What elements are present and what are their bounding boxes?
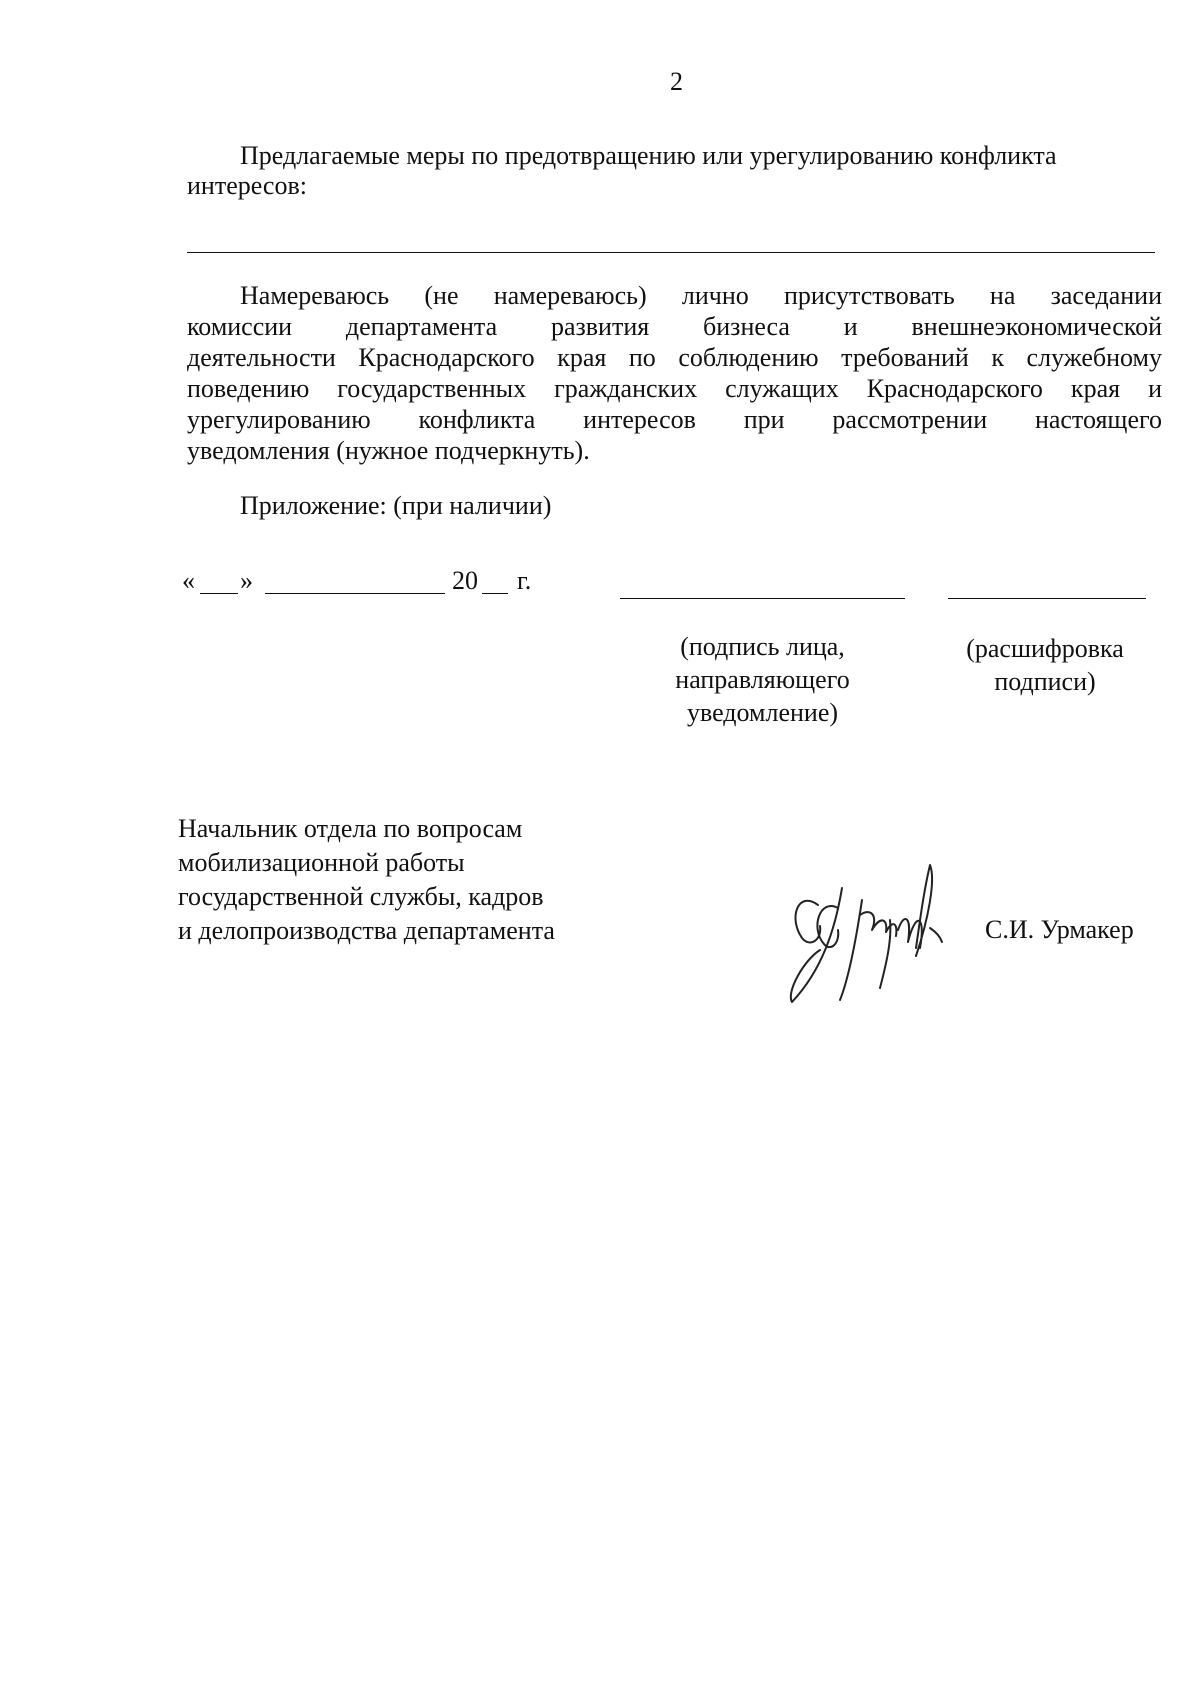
intent-line: урегулированию конфликта интересов при рассмотрении настоящего	[187, 405, 1162, 434]
date-open-quote: «	[182, 566, 195, 595]
signature-caption: (подпись лица, направляющего уведомление)	[675, 632, 850, 727]
intent-line: поведению государственных гражданских служащих Краснодарского края и	[187, 374, 1162, 403]
official-name: С.И. Урмакер	[985, 915, 1134, 944]
intent-line: комиссии департамента развития бизнеса и внешнеэкономической	[187, 312, 1162, 341]
handwritten-signature	[780, 860, 950, 1010]
intent-line: уведомления (нужное подчеркнуть).	[187, 436, 590, 465]
signature-line	[620, 598, 905, 599]
decoding-line	[948, 598, 1146, 599]
year-blank	[482, 593, 508, 594]
year-prefix: 20	[452, 566, 478, 595]
measures-line-1: Предлагаемые меры по предотвращению или урегулированию конфликта	[240, 141, 1057, 170]
measures-fill-line	[187, 252, 1155, 253]
date-close-quote: »	[240, 566, 253, 595]
attachment-label: Приложение: (при наличии)	[240, 491, 552, 520]
intent-line: деятельности Краснодарского края по соблюдению требований к служебному	[187, 343, 1162, 372]
intent-line: Намереваюсь (не намереваюсь) лично присутствовать на заседании	[240, 281, 1162, 310]
month-blank	[265, 593, 445, 594]
decoding-caption: (расшифровка подписи)	[966, 634, 1124, 696]
page-number: 2	[670, 67, 683, 96]
official-position: Начальник отдела по вопросам мобилизационной работы государственной службы, кадров и делопроизводства департамента	[178, 814, 555, 945]
measures-line-2: интересов:	[187, 171, 307, 200]
day-blank	[200, 593, 238, 594]
year-suffix: г.	[517, 566, 532, 595]
